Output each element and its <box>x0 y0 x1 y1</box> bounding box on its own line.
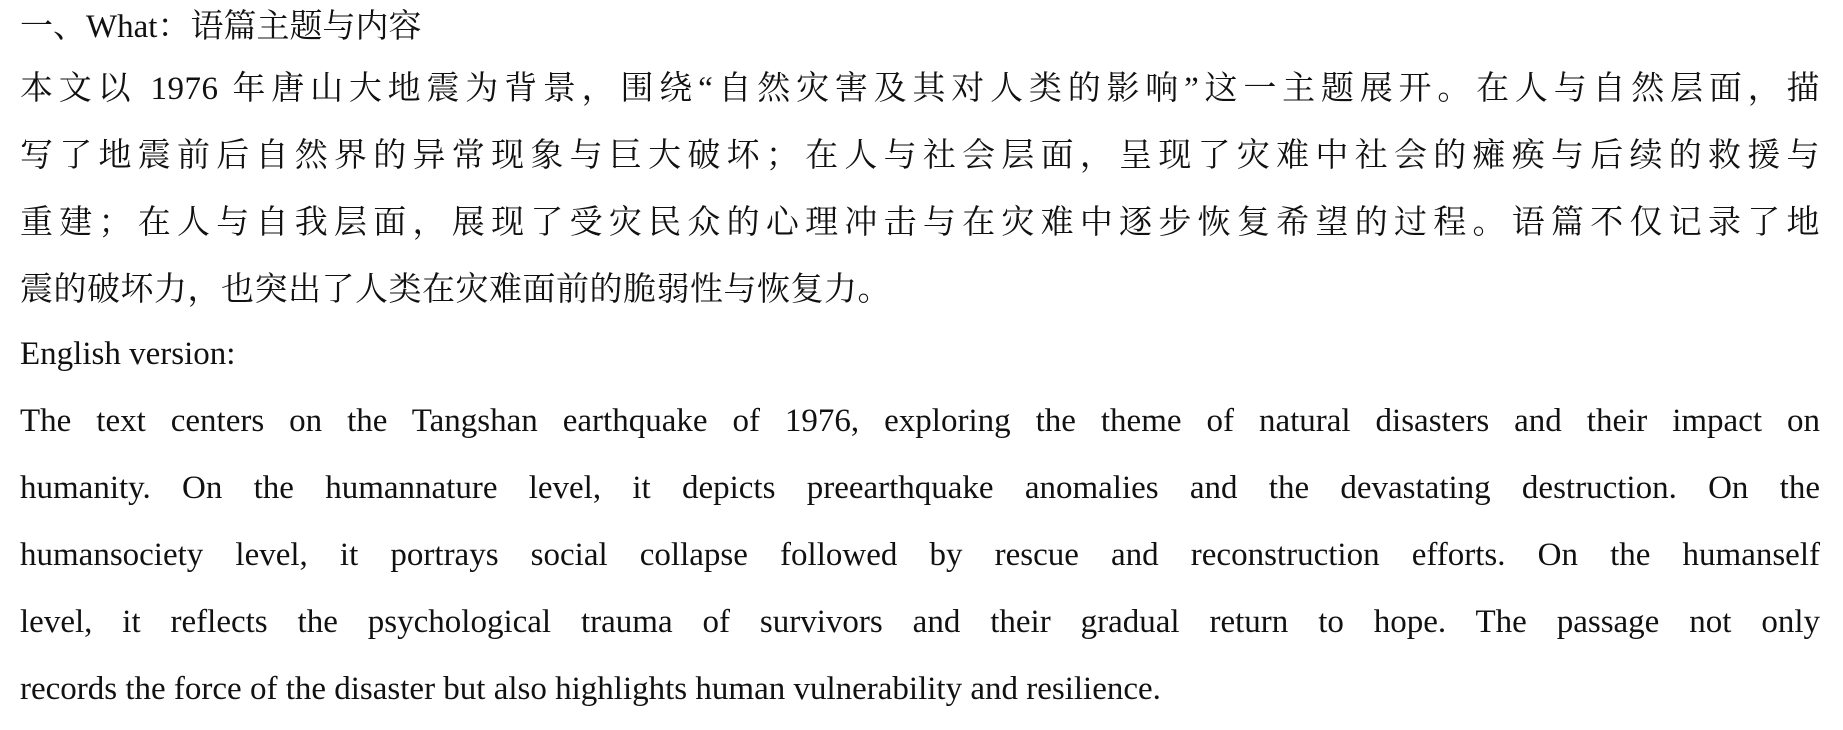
chinese-line: 本文以 1976 年唐山大地震为背景，围绕“自然灾害及其对人类的影响”这一主题展开。在人与自然层面，描 <box>20 71 1820 107</box>
section-heading: 一、What：语篇主题与内容 <box>20 9 422 45</box>
english-version-label: English version: <box>20 336 236 372</box>
english-paragraph <box>20 388 1820 723</box>
document-body <box>20 4 1820 723</box>
chinese-line: 震的破坏力，也突出了人类在灾难面前的脆弱性与恢复力。 <box>20 272 891 308</box>
english-line: records the force of the disaster but also highlights human vulnerability and resilience. <box>20 671 1161 707</box>
english-line: humansociety level, it portrays social collapse followed by rescue and reconstruction efforts. On the humanself <box>20 537 1820 573</box>
chinese-line: 写了地震前后自然界的异常现象与巨大破坏；在人与社会层面，呈现了灾难中社会的瘫痪与后续的救援与 <box>20 138 1820 174</box>
chinese-line: 重建；在人与自我层面，展现了受灾民众的心理冲击与在灾难中逐步恢复希望的过程。语篇不仅记录了地 <box>20 205 1820 241</box>
english-line: level, it reflects the psychological trauma of survivors and their gradual return to hope. The passage not only <box>20 604 1820 640</box>
chinese-paragraph <box>20 56 1820 324</box>
english-line: humanity. On the humannature level, it depicts preearthquake anomalies and the devastating destruction. On the <box>20 470 1820 506</box>
english-line: The text centers on the Tangshan earthquake of 1976, exploring the theme of natural disasters and their impact on <box>20 403 1820 439</box>
